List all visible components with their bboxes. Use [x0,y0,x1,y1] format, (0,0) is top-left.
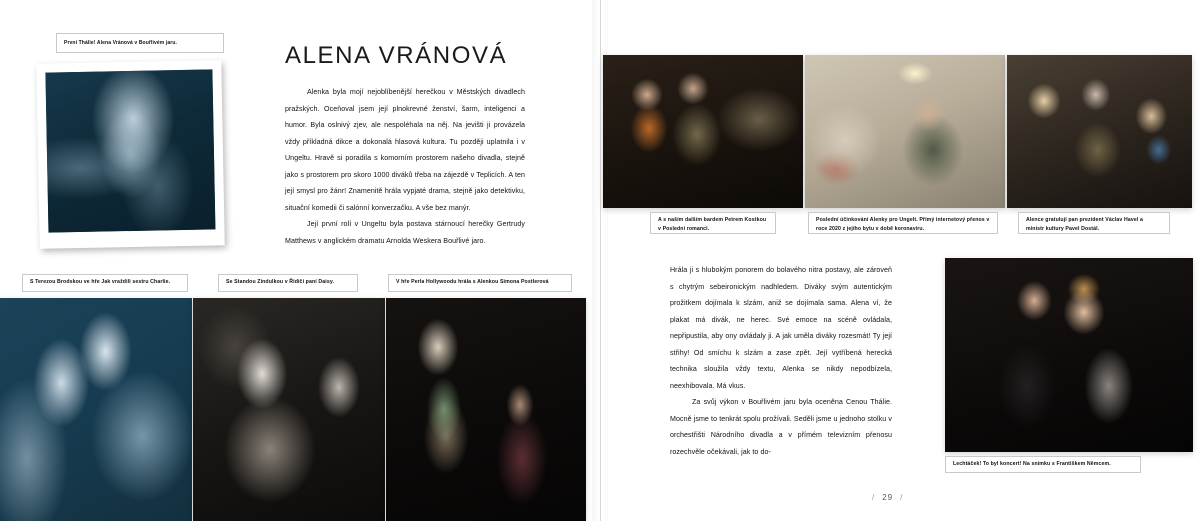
folio-left-mark: / [872,493,876,502]
caption-petr-kostka [650,212,776,234]
caption-tereza-brodska-text: S Terezou Brodskou ve hře Jak vraždili sestru Charlie. [30,279,171,286]
caption-online-broadcast-text: Poslední účinkování Alenky pro Ungelt. Přímý internetový přenos v roce 2020 z jejího bytu v době koronaviru. [816,217,990,233]
caption-frantisek-nemec-text: Lechtáček! To byl koncert! Na snímku s Františkem Němcem. [953,460,1111,467]
left-paragraph-2: Její první rolí v Ungeltu byla postava stárnoucí herečky Gertrudy Matthews v anglickém dramatu Arnolda Weskera Bouřlivé jaro. [285,220,525,245]
gutter-fold-line [600,0,601,521]
left-paragraph-1: Alenka byla mojí nejoblíbenější herečkou v Městských divadlech pražských. Oceňoval jsem její plnokrevné ženství, šarm, inteligenci a humor. Byla oslnivý zjev, ale nespoléhala na něj. Na jevišti ji provázela vždy příkladná dikce a dokonalá hlasová kultura. Tu později uplatnila i v Ungeltu. Hravě si poradila s komorním prostorem našeho divadla, stejně jako s prostorem pro skoro 1000 diváků třeba na zájezdě v Teplicích. A ten její smysl pro žánr! Znamenitě hrála vypjaté drama, stejně jako detektivku, situační komedii či salónní konverzačku. A vše bez manýr. [285,88,525,212]
caption-petr-kostka-text: A s naším dalším bardem Petrem Kostkou v Poslední romanci. [658,217,767,233]
photo-standa-zindulka [193,298,385,521]
caption-polaroid-text: První Thálie! Alena Vránová v Bouřlivém jaru. [64,39,178,46]
caption-standa-zindulka [218,274,358,292]
caption-vaclav-havel [1018,212,1170,234]
photo-online-broadcast [805,55,1005,208]
left-body-text [285,84,525,249]
photo-tereza-brodska [0,298,192,521]
photo-petr-kostka-bench [603,55,803,208]
right-paragraph-2: Za svůj výkon v Bouřlivém jaru byla oceněna Cenou Thálie. Mocně jsme to tenkrát spolu prožívali. Seděli jsme u jednoho stolku v orchestřišti Národního divadla a v přímém televizním přenosu rozechvěle očekávali, jak to do- [670,398,892,456]
caption-standa-zindulka-text: Se Standou Zindulkou v Řidiči paní Daisy. [226,279,335,286]
caption-perla-hollywoodu [388,274,572,292]
right-paragraph-1: Hrála ji s hlubokým ponorem do bolavého nitra postavy, ale zároveň s chytrým sebeironickým nadhledem. Diváky svým autentickým prožitkem dojímala k slzám, aniž se dojímala sama. Alena ví, že plakat má divák, ne herec. Své emoce na scéně ovládala, nepřipustila, aby ony ovládaly ji. A jak uměla diváky rozesmát! Ty její střihy! Od smíchu k slzám a zase zpět. Její vytříbená herecká technika sloužila vždy textu, Alenka se nikdy nepodbízela, neexhibovala. Má vkus. [670,266,892,390]
caption-vaclav-havel-text: Alence gratulují pan prezident Václav Havel a ministr kultury Pavel Dostál. [1026,217,1143,233]
right-body-text [670,262,892,460]
caption-frantisek-nemec [945,456,1141,473]
folio-page-number: 29 [882,493,894,502]
polaroid-photo-first-thalia [45,69,215,232]
caption-online-broadcast [808,212,998,234]
polaroid-frame [36,60,225,249]
page-title: ALENA VRÁNOVÁ [285,42,508,69]
folio-right-mark: / [900,493,904,502]
photo-vaclav-havel [1007,55,1192,208]
photo-perla-hollywoodu [386,298,586,521]
caption-tereza-brodska [22,274,188,292]
folio [872,493,903,502]
caption-polaroid [56,33,224,53]
caption-perla-hollywoodu-text: V hře Perla Hollywoodu hrála s Alenkou Simona Postlerová [396,279,549,286]
photo-frantisek-nemec [945,258,1193,452]
